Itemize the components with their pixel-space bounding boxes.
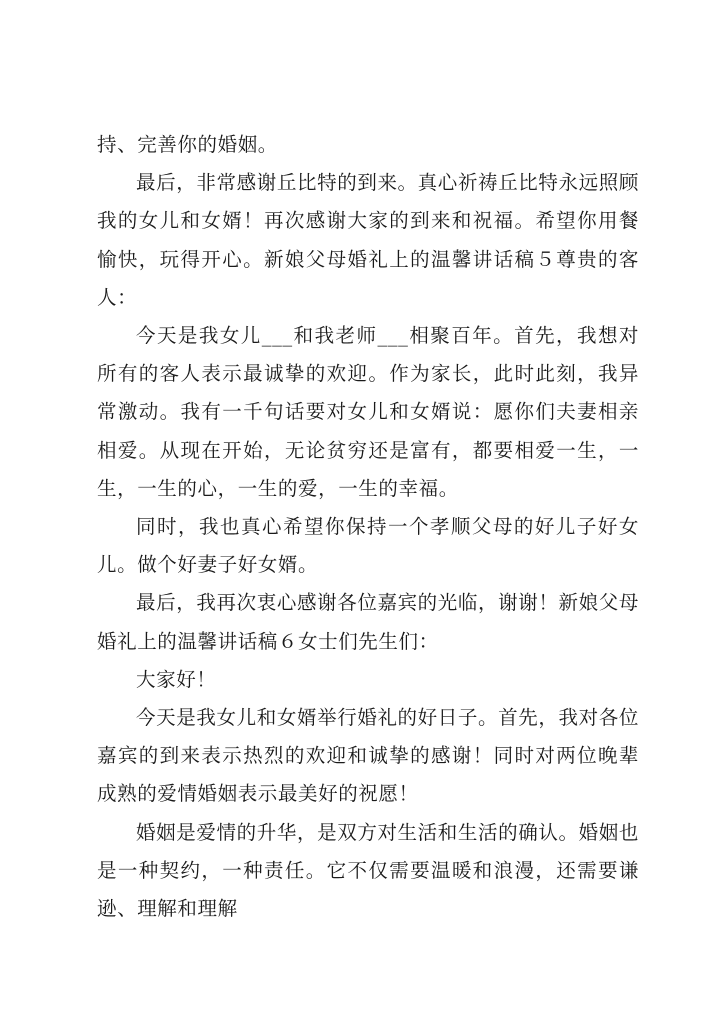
paragraph-3: 今天是我女儿___和我老师___相聚百年。首先，我想对所有的客人表示最诚挚的欢迎。作为家长，此时此刻，我异常激动。我有一千句话要对女儿和女婿说：愿你们夫妻相亲相爱。从现在开始，无论贫穷还是富有，都要相爱一生，一生，一生的心，一生的爱，一生的幸福。 [97,324,639,500]
document-body [97,126,639,928]
paragraph-4: 同时，我也真心希望你保持一个孝顺父母的好儿子好女儿。做个好妻子好女婿。 [97,515,639,577]
paragraph-8: 婚姻是爱情的升华，是双方对生活和生活的确认。婚姻也是一种契约，一种责任。它不仅需要温暖和浪漫，还需要谦逊、理解和理解 [97,820,639,921]
paragraph-7: 今天是我女儿和女婿举行婚礼的好日子。首先，我对各位嘉宾的到来表示热烈的欢迎和诚挚的感谢！同时对两位晚辈成熟的爱情婚姻表示最美好的祝愿！ [97,706,639,806]
paragraph-6: 大家好！ [136,667,217,691]
paragraph-5: 最后，我再次衷心感谢各位嘉宾的光临，谢谢！新娘父母婚礼上的温馨讲话稿６女士们先生们： [97,591,639,653]
paragraph-1: 持、完善你的婚姻。 [97,133,278,156]
paragraph-2: 最后，非常感谢丘比特的到来。真心祈祷丘比特永远照顾我的女儿和女婿！再次感谢大家的到来和祝福。希望你用餐愉快，玩得开心。新娘父母婚礼上的温馨讲话稿５尊贵的客人： [97,171,639,309]
